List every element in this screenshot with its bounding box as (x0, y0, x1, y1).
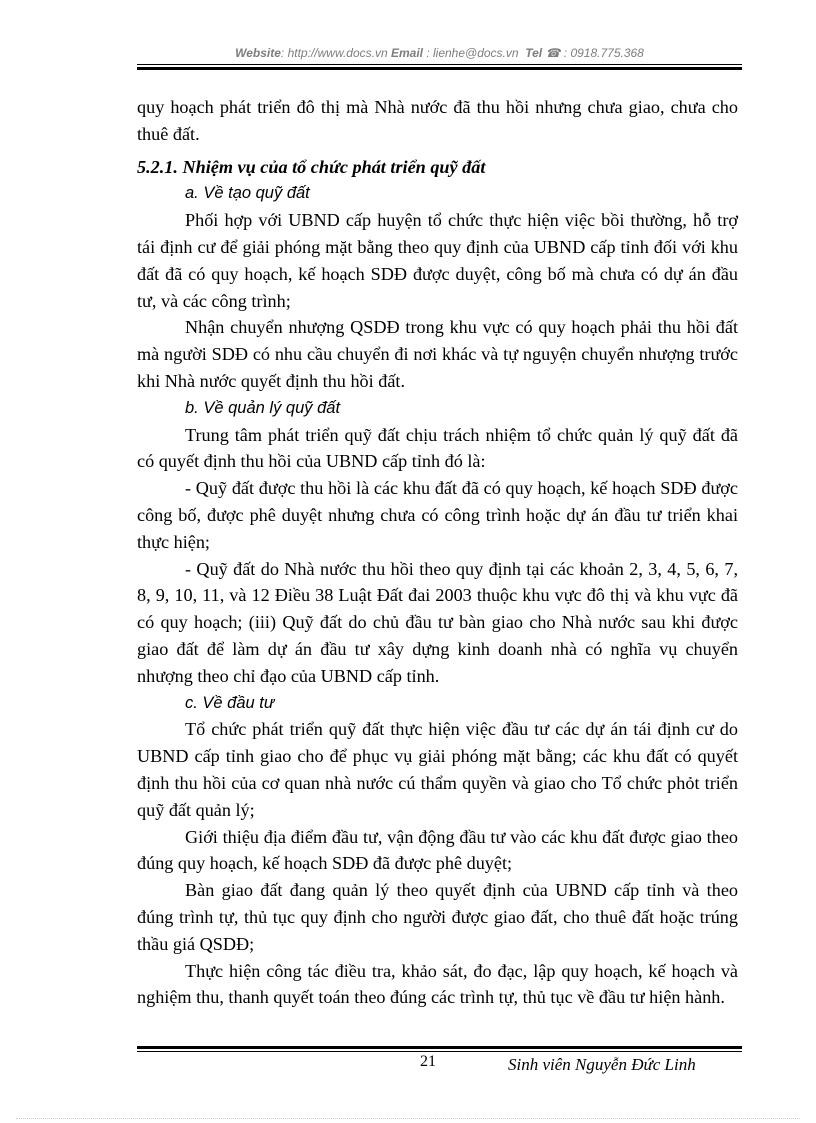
subheading-b: b. Về quản lý quỹ đất (185, 398, 341, 417)
bullet-paragraph: - Quỹ đất do Nhà nước thu hồi theo quy định tại các khoản 2, 3, 4, 5, 6, 7, 8, 9, 10, 11, và 12 Điều 38 Luật Đất đai 2003 thuộc khu vực đô thị và khu vực đã có quy hoạch; (iii) Quỹ đất do chủ đầu tư bàn giao cho Nhà nước sau khi được giao đất để làm dự án đầu tư xây dựng kinh doanh nhà có nghĩa vụ chuyển nhượng theo chỉ đạo của UBND cấp tỉnh. (137, 558, 738, 686)
footer-author: Sinh viên Nguyễn Đức Linh (508, 1055, 696, 1074)
paragraph: Nhận chuyển nhượng QSDĐ trong khu vực có quy hoạch phải thu hồi đất mà người SDĐ có nhu cầu chuyển đi nơi khác và tự nguyện chuyển nhượng trước khi Nhà nước quyết định thu hồi đất. (137, 317, 738, 391)
email-value[interactable]: : lienhe@docs.vn (423, 46, 519, 60)
website-value[interactable]: : http://www.docs.vn (280, 46, 388, 60)
header-divider (137, 64, 742, 70)
paragraph: Tổ chức phát triển quỹ đất thực hiện việc đầu tư các dự án tái định cư do UBND cấp tỉnh giao cho để phục vụ giải phóng mặt bằng; các khu đất có quyết định thu hồi của cơ quan nhà nước cú thẩm quyền và giao cho Tổ chức phỏt triển quỹ đất quản lý; (137, 719, 738, 820)
email-label: Email (390, 46, 423, 60)
document-body (137, 94, 738, 1011)
section-heading: 5.2.1. Nhiệm vụ của tổ chức phát triển quỹ đất (137, 156, 486, 177)
tel-value: ☎ : 0918.775.368 (542, 46, 644, 60)
subheading-a: a. Về tạo quỹ đất (185, 184, 310, 203)
website-label: Website (235, 46, 281, 60)
paragraph: Bàn giao đất đang quản lý theo quyết định của UBND cấp tỉnh và theo đúng trình tự, thủ tục quy định cho người được giao đất, cho thuê đất hoặc trúng thầu giá QSDĐ; (137, 880, 738, 954)
tel-label: Tel (525, 46, 543, 60)
paragraph: Thực hiện công tác điều tra, khảo sát, đo đạc, lập quy hoạch, kế hoạch và nghiệm thu, thanh quyết toán theo đúng các trình tự, thủ tục về đầu tư hiện hành. (137, 960, 738, 1008)
page-edge (16, 1118, 800, 1119)
paragraph: Phối hợp với UBND cấp huyện tổ chức thực hiện việc bồi thường, hỗ trợ tái định cư để giải phóng mặt bằng theo quy định của UBND cấp tỉnh đối với khu đất đã có quy hoạch, kế hoạch SDĐ được duyệt, công bố mà chưa có dự án đầu tư, và các công trình; (137, 210, 738, 311)
footer-divider (137, 1046, 742, 1052)
page-header (137, 46, 742, 60)
subheading-c: c. Về đầu tư (185, 693, 275, 712)
page-number: 21 (420, 1053, 436, 1070)
paragraph: Giới thiệu địa điểm đầu tư, vận động đầu tư vào các khu đất được giao theo đúng quy hoạch, kế hoạch SDĐ đã được phê duyệt; (137, 826, 738, 874)
paragraph: quy hoạch phát triển đô thị mà Nhà nước đã thu hồi nhưng chưa giao, chưa cho thuê đất. (137, 97, 738, 144)
bullet-paragraph: - Quỹ đất được thu hồi là các khu đất đã có quy hoạch, kế hoạch SDĐ được công bố, được phê duyệt nhưng chưa có công trình hoặc dự án đầu tư triển khai thực hiện; (137, 478, 738, 552)
paragraph: Trung tâm phát triển quỹ đất chịu trách nhiệm tổ chức quản lý quỹ đất đã có quyết định thu hồi của UBND cấp tỉnh đó là: (137, 424, 738, 472)
